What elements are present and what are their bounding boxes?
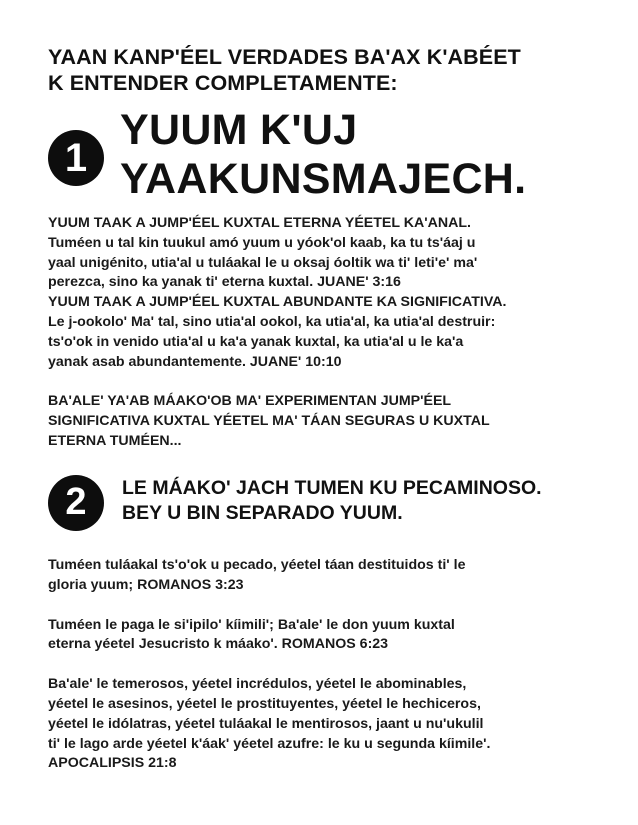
text-line: gloria yuum; ROMANOS 3:23 — [48, 576, 244, 593]
point-one-title-line: YUUM K'UJ — [120, 106, 358, 154]
text-line: yéetel le asesinos, yéetel le prostituyentes, yéetel le hechiceros, — [48, 695, 481, 712]
point-one-paragraph — [48, 214, 608, 372]
text-line: Le j-ookolo' Ma' tal, sino utia'al ookol, ka utia'al, ka utia'al destruir: — [48, 313, 496, 330]
text-line: ts'o'ok in venido utia'al u ka'a yanak kuxtal, ka utia'al u le ka'a — [48, 333, 464, 350]
intro-line: K ENTENDER COMPLETAMENTE: — [48, 71, 398, 95]
intro-heading — [48, 44, 608, 96]
number-two-badge: 2 — [48, 475, 104, 531]
point-one-title-line: YAAKUNSMAJECH. — [120, 155, 527, 203]
text-line: yanak asab abundantemente. JUANE' 10:10 — [48, 353, 342, 370]
number-one-badge: 1 — [48, 130, 104, 186]
text-line: Ba'ale' le temerosos, yéetel incrédulos, yéetel le abominables, — [48, 676, 467, 693]
point-two-title-line: LE MÁAKO' JACH TUMEN KU PECAMINOSO. — [122, 476, 542, 499]
text-line: YUUM TAAK A JUMP'ÉEL KUXTAL ETERNA YÉETEL KA'ANAL. — [48, 215, 471, 231]
point-one — [48, 106, 608, 204]
point-two-paragraph — [48, 675, 608, 774]
text-line: yaal unigénito, utia'al u tuláakal le u oksaj óoltik wa ti' leti'e' ma' — [48, 254, 478, 271]
point-two-paragraph — [48, 616, 608, 656]
text-line: perezca, sino ka yanak ti' eterna kuxtal. JUANE' 3:16 — [48, 274, 401, 291]
text-line: eterna yéetel Jesucristo k máako'. ROMANOS 6:23 — [48, 636, 389, 653]
point-two-title — [122, 476, 542, 526]
point-two — [48, 471, 608, 542]
text-line: APOCALIPSIS 21:8 — [48, 755, 177, 772]
transition-paragraph — [48, 392, 608, 451]
text-line: Tuméen le paga le si'ipilo' kíimili'; Ba'ale' le don yuum kuxtal — [48, 616, 455, 633]
intro-line: YAAN KANP'ÉEL VERDADES BA'AX K'ABÉET — [48, 45, 521, 69]
point-one-title — [120, 106, 526, 204]
point-two-paragraph — [48, 556, 608, 596]
text-line: Tuméen u tal kin tuukul amó yuum u yóok'ol kaab, ka tu ts'áaj u — [48, 234, 476, 251]
text-line: YUUM TAAK A JUMP'ÉEL KUXTAL ABUNDANTE KA SIGNIFICATIVA. — [48, 294, 507, 311]
point-two-title-line: BEY U BIN SEPARADO YUUM. — [122, 501, 403, 524]
text-line: SIGNIFICATIVA KUXTAL YÉETEL MA' TÁAN SEGURAS U KUXTAL — [48, 413, 490, 430]
text-line: yéetel le idólatras, yéetel tuláakal le mentirosos, jaant u nu'ukulil — [48, 715, 484, 732]
text-line: Tuméen tuláakal ts'o'ok u pecado, yéetel táan destituidos ti' le — [48, 556, 466, 573]
text-line: ETERNA TUMÉEN... — [48, 432, 182, 449]
tract-page — [48, 44, 608, 774]
text-line: ti' le lago arde yéetel k'áak' yéetel azufre: le ku u segunda kíimile'. — [48, 735, 491, 752]
text-line: BA'ALE' YA'AB MÁAKO'OB MA' EXPERIMENTAN JUMP'ÉEL — [48, 393, 452, 410]
